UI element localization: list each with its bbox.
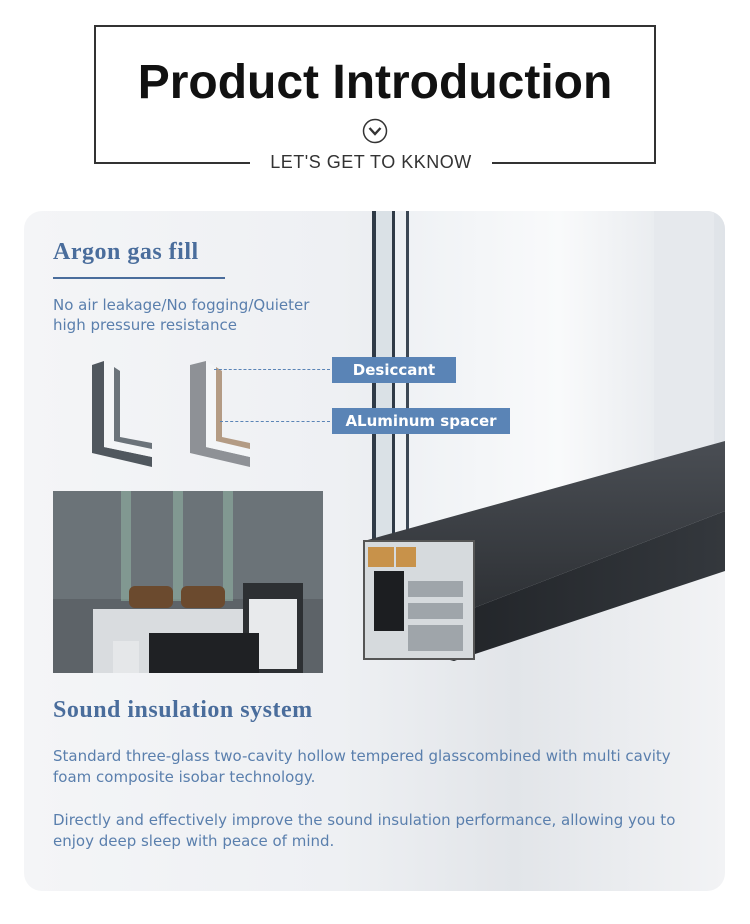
argon-line-2: high pressure resistance [53, 316, 237, 334]
product-card [24, 211, 725, 891]
argon-line-1: No air leakage/No fogging/Quieter [53, 296, 310, 314]
sound-heading: Sound insulation system [53, 697, 313, 723]
spacer-label: ALuminum spacer [332, 408, 510, 434]
window-corner-image-2 [188, 361, 252, 469]
header-rule-left [94, 162, 250, 164]
header-rule-right [492, 162, 656, 164]
desiccant-leader [214, 369, 330, 370]
sound-para2-line1: Directly and effectively improve the sound insulation performance, allowing you to [53, 811, 676, 829]
chevron-down-circle-icon [362, 118, 388, 144]
argon-underline [53, 277, 225, 279]
sound-para1-line1: Standard three-glass two-cavity hollow tempered glasscombined with multi cavity [53, 747, 671, 765]
sound-para1-line2: foam composite isobar technology. [53, 768, 316, 786]
spacer-leader [220, 421, 330, 422]
argon-heading: Argon gas fill [53, 239, 199, 265]
desiccant-label: Desiccant [332, 357, 456, 383]
sound-para2-line2: enjoy deep sleep with peace of mind. [53, 832, 335, 850]
window-profile-image [354, 211, 725, 891]
page-title: Product Introduction [137, 56, 613, 109]
window-corner-image-1 [90, 361, 154, 469]
header-subtitle: LET'S GET TO KKNOW [270, 152, 472, 172]
glass-cross-section-image [53, 491, 323, 673]
